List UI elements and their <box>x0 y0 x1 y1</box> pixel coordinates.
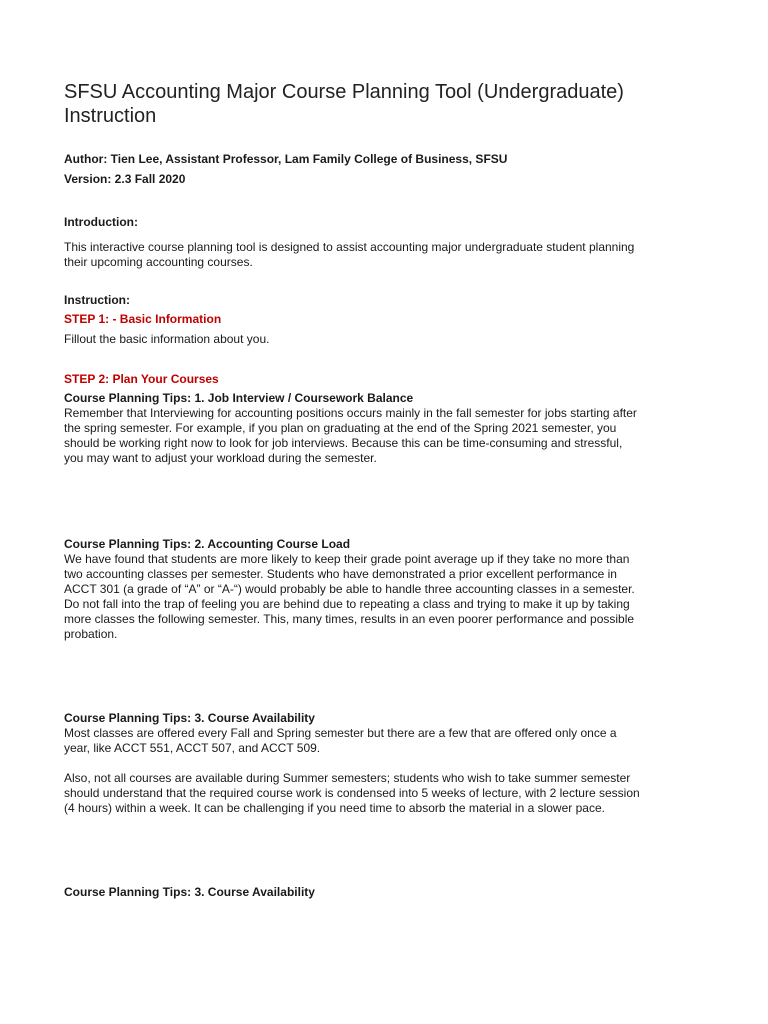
version-line: Version: 2.3 Fall 2020 <box>64 172 186 186</box>
document-title <box>64 80 704 128</box>
tip-2-heading: Course Planning Tips: 2. Accounting Course Load <box>64 537 351 551</box>
step2-heading: STEP 2: Plan Your Courses <box>64 372 219 386</box>
intro-text: This interactive course planning tool is designed to assist accounting major undergraduate student planning their upcoming accounting courses. <box>64 240 635 269</box>
tip-3-paragraph-2: Also, not all courses are available during Summer semesters; students who wish to take summer semester should understand that the required course work is condensed into 5 weeks of lecture, with 2 lecture session (4 hours) within a week. It can be challenging if you need time to absorb the material in a slower pace. <box>64 771 640 815</box>
tip-1-heading: Course Planning Tips: 1. Job Interview / Coursework Balance <box>64 391 414 405</box>
tip-2-paragraph: We have found that students are more likely to keep their grade point average up if they take no more than two accounting classes per semester. Students who have demonstrated a prior excellent performance in ACCT 301 (a grade of “A” or “A-“) would probably be able to handle three accounting classes in a semester. Do not fall into the trap of feeling you are behind due to repeating a class and trying to make it up by taking more classes the following semester. This, many times, results in an even poorer performance and possible probation. <box>64 552 635 641</box>
step1-heading: STEP 1: - Basic Information <box>64 312 222 326</box>
title-line-1: SFSU Accounting Major Course Planning Tool (Undergraduate) <box>64 81 624 103</box>
intro-heading: Introduction: <box>64 215 138 229</box>
tip-4 <box>64 885 644 900</box>
instruction-heading: Instruction: <box>64 293 130 307</box>
tip-1-paragraph: Remember that Interviewing for accounting positions occurs mainly in the fall semester for jobs starting after the spring semester. For example, if you plan on graduating at the end of the Spring 2021 semester, you should be working right now to look for job interviews. Because this can be time-consuming and stressful, you may want to adjust your workload during the semester. <box>64 406 637 465</box>
author-line: Author: Tien Lee, Assistant Professor, Lam Family College of Business, SFSU <box>64 152 508 166</box>
tip-1 <box>64 391 644 466</box>
tip-2 <box>64 537 644 642</box>
tip-3-paragraph-1: Most classes are offered every Fall and Spring semester but there are a few that are offered only once a year, like ACCT 551, ACCT 507, and ACCT 509. <box>64 726 617 755</box>
tip-4-heading: Course Planning Tips: 3. Course Availability <box>64 885 315 899</box>
tip-3 <box>64 711 644 816</box>
tip-3-heading: Course Planning Tips: 3. Course Availability <box>64 711 315 725</box>
title-line-2: Instruction <box>64 105 157 127</box>
step1-text: Fillout the basic information about you. <box>64 332 270 346</box>
